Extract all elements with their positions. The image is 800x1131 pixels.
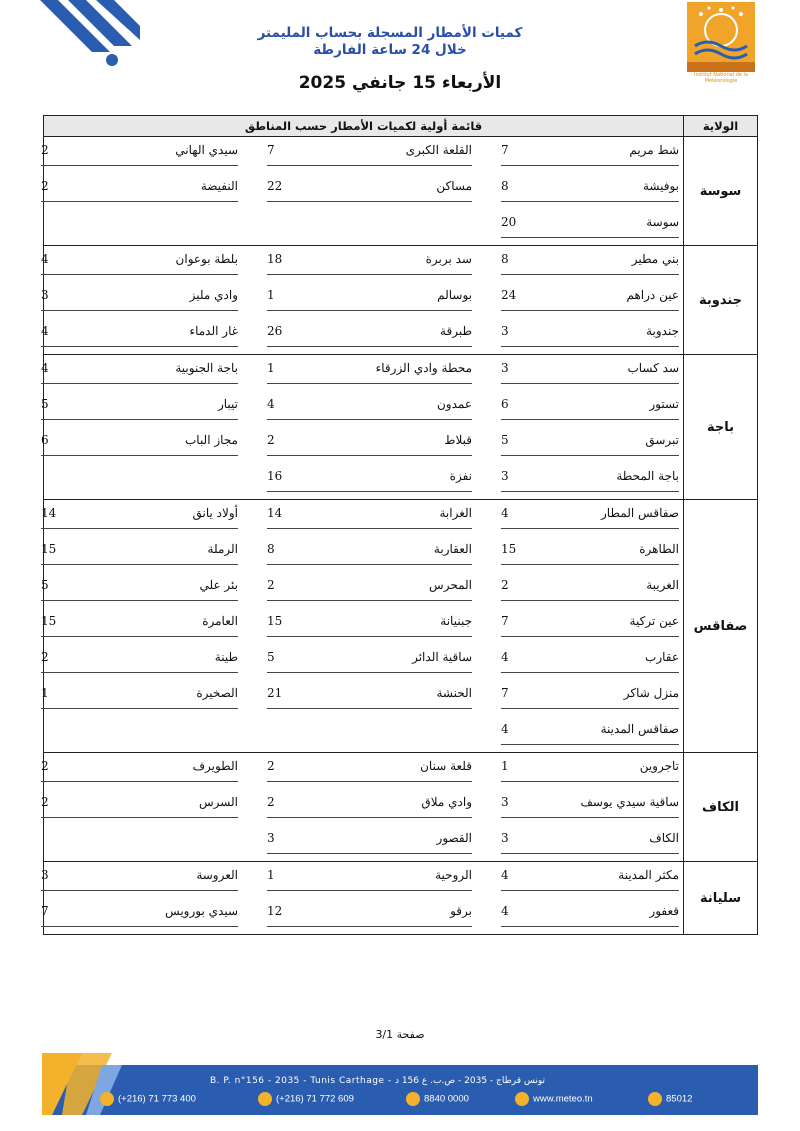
station-entry [267,795,472,818]
title-line-1: كميات الأمطار المسجلة بحساب المليمتر [257,25,523,41]
station-entry [501,397,679,420]
rain-amount: 18 [267,252,283,266]
rain-amount: 20 [501,215,517,229]
station-entry [267,831,472,854]
call-center-icon [406,1092,420,1106]
station-entry [267,433,472,456]
station-name: الرملة [207,542,238,556]
station-line [41,173,683,209]
station-name: سيدي الهاني [175,143,238,157]
station-name: سوسة [646,215,679,229]
station-line [41,137,683,173]
station-line [41,753,683,789]
station-entry [501,831,679,854]
station-name: عمدون [436,397,472,411]
rain-amount: 15 [501,542,517,556]
station-name: القلعة الكبرى [405,143,472,157]
rain-amount: 2 [267,578,275,592]
station-name: باجة الجنوبية [175,361,238,375]
station-name: جندوبة [646,324,679,338]
rain-amount: 7 [267,143,275,157]
station-entry [41,506,238,529]
rain-amount: 12 [267,904,283,918]
station-entry [41,361,238,384]
station-entry [267,650,472,673]
station-entry [501,215,679,238]
rain-amount: 16 [267,469,283,483]
station-entry [41,578,238,601]
station-entry [267,686,472,709]
governorate-row [44,862,758,935]
station-line [41,680,683,716]
station-name: بوسالم [437,288,472,302]
station-entry [501,433,679,456]
footer-phone-1: (+216) 71 773 400 [100,1092,196,1108]
rain-amount: 15 [41,542,57,556]
rain-amount: 4 [501,868,509,882]
station-name: النفيضة [200,179,238,193]
station-name: قبلاط [444,433,472,447]
station-entry [501,686,679,709]
station-entry [501,614,679,637]
stations-block [41,246,684,355]
station-name: عقارب [645,650,679,664]
station-line [41,608,683,644]
governorate-name: سليانة [684,862,758,935]
rain-amount: 21 [267,686,283,700]
station-entry [41,868,238,891]
station-entry [501,361,679,384]
rain-amount: 1 [267,868,275,882]
station-name: الصخيرة [196,686,238,700]
station-line [41,355,683,391]
station-name: بئر علي [199,578,238,592]
fax-icon [258,1092,272,1106]
station-name: مجاز الباب [184,433,238,447]
rain-amount: 2 [267,433,275,447]
station-name: الروحية [435,868,472,882]
station-name: باجة المحطة [616,469,679,483]
station-entry [41,795,238,818]
rain-amount: 2 [41,759,49,773]
rain-amount: 7 [501,686,509,700]
footer-code: 85012 [648,1092,692,1108]
station-name: الغريبة [646,578,679,592]
station-entry [41,288,238,311]
governorate-name: باجة [684,355,758,500]
mobile-icon [648,1092,662,1106]
governorate-name: جندوبة [684,246,758,355]
rain-amount: 1 [267,361,275,375]
station-entry [267,361,472,384]
title-line-2: خلال 24 ساعة الفارطة [313,42,467,58]
rain-amount: 5 [501,433,509,447]
stations-block [41,355,684,500]
decorative-stripes [40,0,140,75]
rain-amount: 3 [267,831,275,845]
station-name: تاجروين [639,759,679,773]
station-name: وادي مليز [189,288,238,302]
station-entry [267,506,472,529]
rain-amount: 8 [267,542,275,556]
rain-amount: 3 [501,361,509,375]
station-entry [267,469,472,492]
rain-amount: 14 [267,506,283,520]
station-name: طينة [214,650,238,664]
station-name: ساقية سيدي يوسف [580,795,679,809]
station-entry [501,795,679,818]
rain-amount: 15 [267,614,283,628]
rainfall-table [43,115,758,935]
station-name: نفزة [449,469,472,483]
station-name: الغرابة [439,506,472,520]
page-number: صفحة 3/1 [375,1028,425,1041]
station-entry [41,686,238,709]
inm-logo [687,2,755,72]
header-governorate: الولاية [684,116,758,137]
rain-amount: 8 [501,179,509,193]
station-name: سد بربرة [425,252,472,266]
station-name: طبرقة [440,324,472,338]
station-entry [501,542,679,565]
rain-amount: 7 [501,614,509,628]
station-name: الطويرف [192,759,238,773]
stations-block [41,500,684,753]
phone-icon [100,1092,114,1106]
station-entry [267,252,472,275]
stations-block [41,753,684,862]
stations-block [41,137,684,246]
station-name: بوفيشة [642,179,679,193]
station-name: تيبار [217,397,238,411]
station-entry [267,578,472,601]
station-name: وادي ملاق [421,795,472,809]
station-entry [501,759,679,782]
station-line [41,500,683,536]
station-entry [41,324,238,347]
report-title [240,25,540,59]
rain-amount: 3 [41,288,49,302]
station-entry [501,722,679,745]
station-name: سيدي بورويس [165,904,238,918]
station-name: القصور [436,831,472,845]
station-entry [267,759,472,782]
station-entry [501,506,679,529]
rain-amount: 15 [41,614,57,628]
station-name: السرس [199,795,238,809]
station-line [44,463,683,499]
rain-amount: 24 [501,288,517,302]
station-name: منزل شاكر [623,686,679,700]
station-entry [41,759,238,782]
station-name: المحرس [429,578,472,592]
rain-amount: 3 [501,324,509,338]
station-entry [267,143,472,166]
station-entry [41,542,238,565]
station-entry [41,433,238,456]
rain-amount: 7 [41,904,49,918]
station-entry [41,904,238,927]
rain-amount: 5 [41,397,49,411]
station-entry [267,542,472,565]
report-date: الأربعاء 15 جانفي 2025 [298,73,502,93]
station-line [41,427,683,463]
station-entry [41,650,238,673]
station-line [41,572,683,608]
station-name: ساقية الدائر [412,650,472,664]
station-name: سد كساب [627,361,679,375]
station-line [41,318,683,354]
rain-amount: 4 [41,361,49,375]
rain-amount: 4 [41,252,49,266]
rain-amount: 3 [501,469,509,483]
station-entry [501,868,679,891]
logo-caption: Institut National de la Météorologie [694,72,748,84]
rain-amount: 4 [501,722,509,736]
rain-amount: 2 [41,143,49,157]
station-line [44,209,683,245]
header-main: قائمة أولية لكميات الأمطار حسب المناطق [44,116,684,137]
rain-amount: 3 [41,868,49,882]
station-name: عين دراهم [626,288,679,302]
station-name: تستور [649,397,679,411]
station-name: العامرة [202,614,238,628]
station-entry [267,868,472,891]
footer-address: B. P. n°156 - 2035 - Tunis Carthage - تونس قرطاج - 2035 - ص.ب. ع 156 د [210,1076,545,1086]
rain-amount: 3 [501,795,509,809]
rain-amount: 2 [267,795,275,809]
station-entry [501,650,679,673]
rain-amount: 22 [267,179,283,193]
station-name: برقو [450,904,472,918]
station-line [41,789,683,825]
station-entry [267,904,472,927]
rain-amount: 4 [501,904,509,918]
station-name: أولاد يانق [192,506,238,520]
footer-phone-2: (+216) 71 772 609 [258,1092,354,1108]
station-entry [267,324,472,347]
station-entry [41,614,238,637]
station-name: صفاقس المدينة [600,722,679,736]
station-entry [267,288,472,311]
station-name: قعفور [649,904,679,918]
governorate-row [44,500,758,753]
rain-amount: 8 [501,252,509,266]
station-entry [41,143,238,166]
governorate-name: صفاقس [684,500,758,753]
station-entry [501,578,679,601]
station-entry [501,288,679,311]
governorate-row [44,753,758,862]
station-line [44,825,683,861]
station-entry [501,904,679,927]
rain-amount: 2 [501,578,509,592]
station-name: العروسة [196,868,238,882]
station-line [41,862,683,898]
station-entry [41,252,238,275]
station-name: الحنشة [436,686,472,700]
station-entry [267,179,472,202]
stations-block [41,862,684,935]
station-name: عين تركية [629,614,679,628]
rain-amount: 4 [501,650,509,664]
station-name: الكاف [649,831,679,845]
station-entry [267,614,472,637]
rain-amount: 4 [501,506,509,520]
rain-amount: 2 [41,795,49,809]
rain-amount: 2 [267,759,275,773]
rain-amount: 26 [267,324,283,338]
rain-amount: 4 [267,397,275,411]
station-entry [501,143,679,166]
rain-amount: 2 [41,650,49,664]
station-name: شط مريم [629,143,679,157]
rain-amount: 2 [41,179,49,193]
station-name: جبنيانة [440,614,472,628]
rain-amount: 1 [501,759,509,773]
station-entry [267,397,472,420]
station-name: صفاقس المطار [601,506,679,520]
station-entry [501,324,679,347]
governorate-row [44,355,758,500]
station-entry [501,252,679,275]
rain-amount: 4 [41,324,49,338]
station-entry [501,179,679,202]
station-line [41,246,683,282]
rain-amount: 6 [501,397,509,411]
governorate-name: سوسة [684,137,758,246]
rain-amount: 1 [267,288,275,302]
station-name: تبرسق [645,433,679,447]
station-line [41,644,683,680]
station-line [41,391,683,427]
station-line [41,536,683,572]
station-line [44,716,683,752]
station-name: بلطة بوعوان [175,252,238,266]
station-name: محطة وادي الزرقاء [375,361,472,375]
rain-amount: 5 [267,650,275,664]
station-entry [501,469,679,492]
station-entry [41,179,238,202]
rain-amount: 7 [501,143,509,157]
table-body [41,137,758,935]
station-entry [41,397,238,420]
station-name: الطاهرة [639,542,679,556]
governorate-row [44,246,758,355]
station-name: العقاربة [433,542,472,556]
rain-amount: 1 [41,686,49,700]
rain-amount: 3 [501,831,509,845]
governorate-row [44,137,758,246]
footer-website[interactable]: www.meteo.tn [515,1092,593,1108]
rain-amount: 14 [41,506,57,520]
station-name: مساكن [436,179,472,193]
station-line [41,282,683,318]
station-line [41,898,683,934]
station-name: غار الدماء [189,324,238,338]
globe-icon [515,1092,529,1106]
station-name: بني مطير [631,252,679,266]
footer-phone-3: 8840 0000 [406,1092,469,1108]
rain-amount: 5 [41,578,49,592]
rain-amount: 6 [41,433,49,447]
station-name: قلعة سنان [420,759,472,773]
governorate-name: الكاف [684,753,758,862]
station-name: مكثر المدينة [618,868,679,882]
